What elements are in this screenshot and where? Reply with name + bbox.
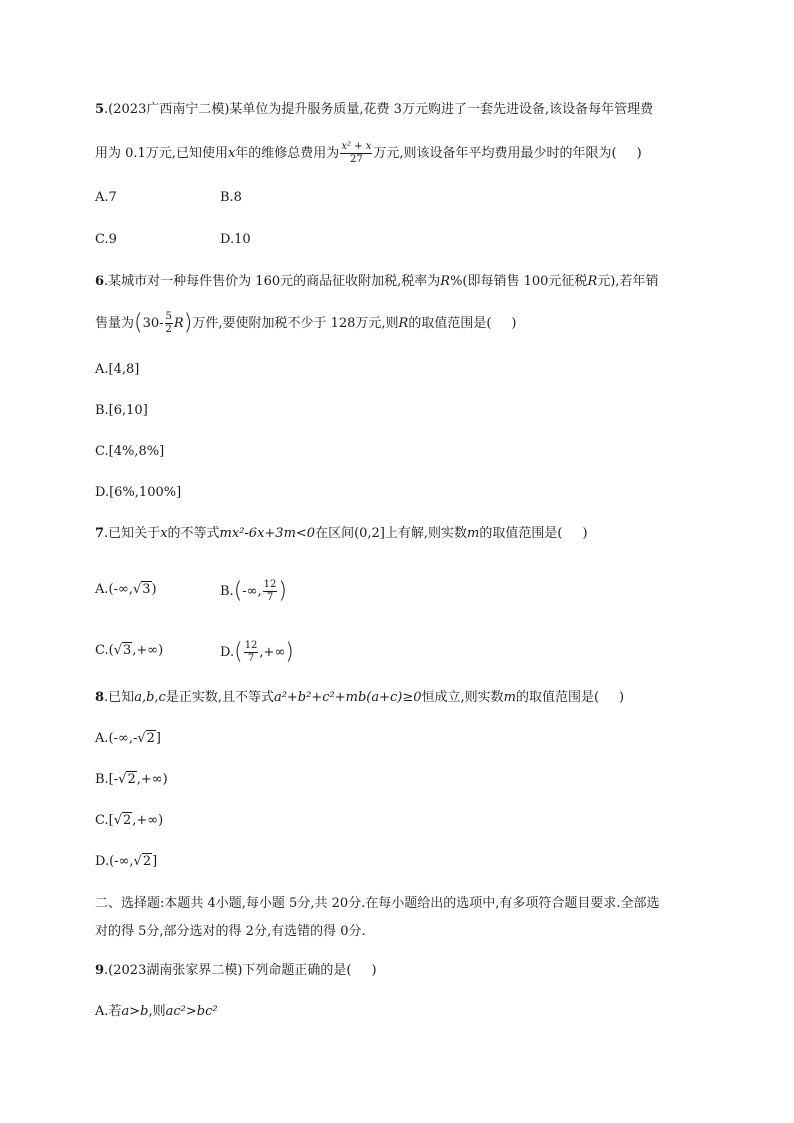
q7-option-b-numerator: 12	[263, 579, 277, 590]
q5-frac-numerator: x² + x	[341, 141, 372, 152]
q8-option-b-radicand: 2	[127, 772, 136, 787]
q8-option-d	[95, 852, 157, 872]
q8-option-d-radicand: 2	[142, 854, 152, 869]
q6-text-1c: 元),若年销	[597, 274, 659, 289]
q5-line-1	[95, 100, 653, 120]
q7-option-d-numerator: 12	[244, 640, 258, 651]
q6-text-2c: 的取值范围是(	[408, 316, 492, 331]
q7-option-b-fraction	[263, 580, 278, 603]
q7-option-d-denominator: 7	[247, 653, 255, 664]
q6-number: 6	[95, 274, 105, 289]
sqrt-symbol: √3	[132, 582, 151, 597]
q8-option-d-pre: D.(-∞,	[95, 854, 134, 869]
q9-number: 9	[95, 963, 105, 978]
q5-var-x: x	[227, 146, 236, 161]
q8-option-c-post: ,+∞)	[132, 813, 164, 828]
q6-text-1b: %(即每销售 100元征税	[450, 274, 588, 289]
q9-option-a-mid: ,则	[148, 1004, 166, 1019]
q6-close-paren: )	[511, 316, 517, 331]
q7-option-d-left-paren: (	[234, 639, 243, 665]
q9-line-1	[95, 961, 377, 981]
q5-text-2b: 年的维修总费用为	[235, 146, 340, 161]
q7-option-b-denominator: 7	[266, 592, 274, 603]
q9-close-paren: )	[371, 963, 377, 978]
q5-fraction	[340, 142, 372, 165]
q7-option-d-post: ,+∞	[259, 645, 286, 660]
q8-line-1	[95, 688, 624, 708]
q6-option-b: B.[6,10]	[95, 403, 148, 418]
q5-line-2	[95, 142, 642, 165]
q8-option-d-post: ]	[152, 854, 158, 869]
q6-var-r: R	[440, 274, 451, 289]
q5-close-paren: )	[636, 146, 642, 161]
q8-inequality: a²+b²+c²+mb(a+c)≥0	[273, 690, 422, 705]
q5-option-a: A.7	[95, 190, 117, 205]
q8-option-a-radicand: 2	[146, 731, 155, 746]
q7-option-a-radicand: 3	[142, 582, 151, 597]
sqrt-symbol: √2	[137, 731, 155, 746]
q5-frac-denominator: 27	[349, 154, 363, 165]
q7-option-d	[220, 641, 294, 664]
q8-option-a	[95, 729, 161, 749]
q7-option-d-right-paren: )	[285, 639, 294, 665]
q6-line-2	[95, 312, 516, 335]
q6-right-paren: )	[183, 310, 193, 336]
q8-option-c	[95, 811, 163, 831]
q7-option-b-pre: -∞,	[242, 584, 262, 599]
q7-var-m: m	[467, 526, 480, 541]
q7-option-a	[95, 580, 157, 600]
q7-text-1c: 在区间(0,2]上有解,则实数	[315, 526, 468, 541]
q5-text-1: .(2023广西南宁二模)某单位为提升服务质量,花费 3万元购进了一套先进设备,该设备每年管理费	[104, 102, 654, 117]
q6-frac-numerator: 5	[165, 311, 172, 322]
q7-text-1b: 的不等式	[167, 526, 220, 541]
q6-option-c: C.[4%,8%]	[95, 444, 165, 459]
q7-option-b-right-paren: )	[278, 578, 287, 604]
q6-option-a: A.[4,8]	[95, 362, 140, 377]
q8-option-a-pre: A.(-∞,-	[95, 731, 138, 746]
q7-option-b	[220, 580, 287, 603]
q8-text-1b: 是正实数,且不等式	[165, 690, 274, 705]
section2-line-2: 对的得 5分,部分选对的得 2分,有选错的得 0分.	[95, 924, 366, 939]
q7-option-c-radicand: 3	[122, 643, 132, 658]
q8-close-paren: )	[619, 690, 625, 705]
q8-text-1c: 恒成立,则实数	[421, 690, 504, 705]
q8-option-b-post: ,+∞)	[136, 772, 168, 787]
q7-option-a-pre: A.(-∞,	[95, 582, 133, 597]
q5-option-c: C.9	[95, 232, 117, 247]
q8-option-c-radicand: 2	[122, 813, 132, 828]
q9-option-a-pre: A.若	[95, 1004, 122, 1019]
q7-option-c	[95, 641, 163, 661]
q8-text-1d: 的取值范围是(	[515, 690, 600, 705]
q6-text-2b: 万件,要使附加税不少于 128万元,则	[192, 316, 399, 331]
q9-option-a	[95, 1002, 218, 1022]
q5-number: 5	[95, 102, 105, 117]
q7-text-1d: 的取值范围是(	[479, 526, 563, 541]
q6-option-d: D.[6%,100%]	[95, 485, 182, 500]
q8-option-a-post: ]	[155, 731, 161, 746]
q7-line-1	[95, 524, 588, 544]
q7-var-x: x	[160, 526, 168, 541]
section2-line-1: 二、选择题:本题共 4小题,每小题 5分,共 20分.在每小题给出的选项中,有多项符合题目要求.全部选	[95, 896, 660, 911]
q7-option-d-label: D.	[220, 645, 235, 660]
q6-text-1a: .某城市对一种每件售价为 160元的商品征收附加税,税率为	[104, 274, 441, 289]
q6-fraction	[165, 312, 173, 335]
q7-option-c-pre: C.(	[95, 643, 114, 658]
sqrt-symbol: √2	[113, 813, 132, 828]
q5-text-2a: 用为 0.1万元,已知使用	[95, 146, 228, 161]
q9-option-a-condition: a>b	[121, 1004, 149, 1019]
sqrt-symbol: √2	[118, 772, 136, 787]
q7-option-c-post: ,+∞)	[132, 643, 164, 658]
sqrt-symbol: √3	[113, 643, 132, 658]
q5-text-2c: 万元,则该设备年平均费用最少时的年限为(	[373, 146, 617, 161]
q8-number: 8	[95, 690, 105, 705]
q7-text-1a: .已知关于	[104, 526, 161, 541]
q6-expr: 30-	[142, 316, 164, 331]
q9-option-a-result: ac²>bc²	[165, 1004, 218, 1019]
q8-option-b-pre: B.[-	[95, 772, 119, 787]
q6-var-r-4: R	[398, 316, 409, 331]
q5-option-d: D.10	[220, 232, 251, 247]
q7-option-b-label: B.	[220, 584, 234, 599]
q6-left-paren: (	[134, 310, 143, 336]
q6-line-1	[95, 272, 658, 292]
q8-option-b	[95, 770, 168, 790]
sqrt-symbol: √2	[133, 854, 152, 869]
q8-var-m: m	[503, 690, 516, 705]
q7-number: 7	[95, 526, 105, 541]
q7-inequality: mx²-6x+3m<0	[219, 526, 316, 541]
q7-option-a-post: )	[151, 582, 157, 597]
q6-var-r-3: R	[173, 316, 184, 331]
q9-text-1: .(2023湖南张家界二模)下列命题正确的是(	[104, 963, 352, 978]
q6-var-r-2: R	[587, 274, 598, 289]
q7-option-d-fraction	[244, 641, 259, 664]
q5-option-b: B.8	[220, 190, 242, 205]
q6-text-2a: 售量为	[95, 316, 135, 331]
q6-frac-denominator: 2	[165, 324, 172, 335]
q8-vars: a,b,c	[134, 690, 166, 705]
q7-option-b-left-paren: (	[233, 578, 243, 604]
q7-close-paren: )	[582, 526, 588, 541]
q8-text-1a: .已知	[104, 690, 135, 705]
q8-option-c-pre: C.[	[95, 813, 114, 828]
